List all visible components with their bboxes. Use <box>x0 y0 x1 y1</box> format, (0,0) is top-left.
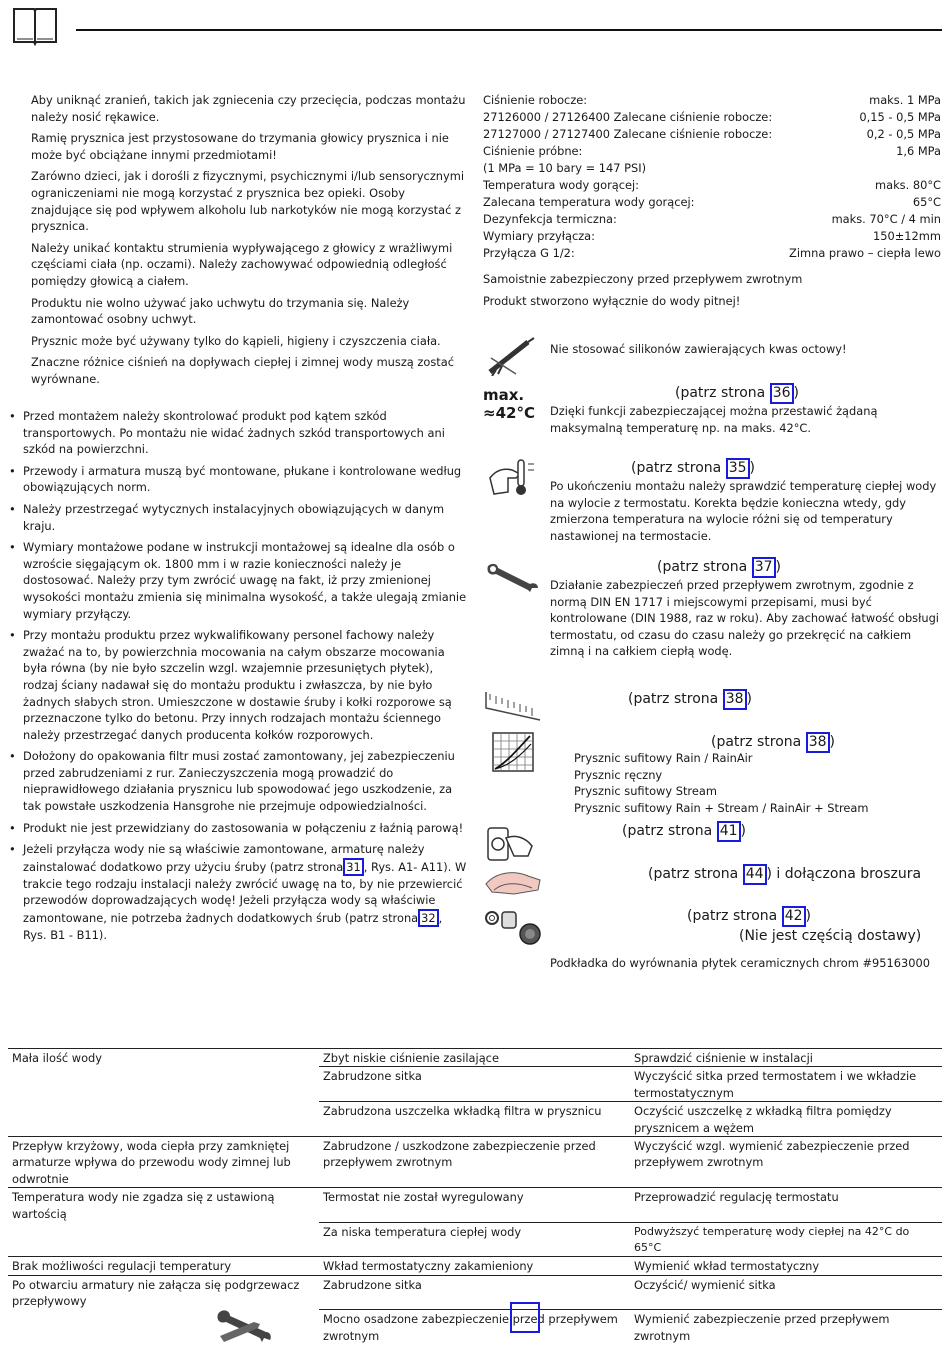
spec-row <box>483 228 941 245</box>
spec-value: maks. 1 MPa <box>869 93 941 107</box>
header-rule <box>76 29 942 31</box>
spec-label: Przyłącza G 1/2: <box>483 246 575 260</box>
spec-label: (1 MPa = 10 bary = 147 PSI) <box>483 161 647 175</box>
fault-cell: Brak możliwości regulacji temperatury <box>12 1259 232 1274</box>
remedy-cell: Wyczyścić sitka przed termostatem i we wkładzie termostatycznym <box>630 1067 942 1102</box>
spec-row <box>483 194 941 211</box>
spec-value: Zimna prawo – ciepła lewo <box>789 246 941 260</box>
troubleshooting-table <box>8 1048 942 1344</box>
calibration-text: Po ukończeniu montażu należy sprawdzić temperaturę ciepłej wody na wylocie z termostatu. Korekta będzie konieczna wtedy, gdy zmierzona temperatura na wylocie różni się od temperatury nastawionej na termostacie. <box>550 479 937 543</box>
spec-label: 27127000 / 27127400 Zalecane ciśnienie robocze: <box>483 127 773 141</box>
page-ref-line: (patrz strona 37 ) <box>657 557 781 578</box>
safety-paragraph: Prysznic może być używany tylko do kąpieli, higieny i czyszczenia ciała. <box>31 333 441 348</box>
spec-value: 0,15 - 0,5 MPa <box>859 110 941 124</box>
spec-label: Ciśnienie robocze: <box>483 93 588 107</box>
not-included-note: (Nie jest częścią dostawy) <box>739 928 922 944</box>
remedy-cell: Oczyścić/ wymienić sitka <box>634 1277 776 1292</box>
wrench-icon <box>484 560 540 592</box>
spec-label: Dezynfekcja termiczna: <box>483 212 617 226</box>
fault-cell: Temperatura wody nie zgadza się z ustawioną wartością <box>12 1190 275 1221</box>
spec-value: maks. 70°C / 4 min <box>831 212 941 226</box>
spec-row <box>483 160 941 177</box>
tools-icon <box>214 1306 274 1346</box>
cause-cell: Zbyt niskie ciśnienie zasilające <box>323 1051 499 1065</box>
remedy-cell: Oczyścić uszczelkę z wkładką filtra pomiędzy prysznicem a wężem <box>630 1102 942 1137</box>
page-ref-line: (patrz strona 35 ) <box>631 458 755 479</box>
safety-paragraph: Ramię prysznica jest przystosowane do trzymania głowicy prysznica i nie może być obciążane innymi przedmiotami! <box>31 131 449 162</box>
page-ref-link[interactable]: 37 <box>752 557 776 578</box>
page-ref-link[interactable]: 44 <box>743 864 767 885</box>
note-item: • Przewody i armatura muszą być montowane, płukane i kontrolowane według obowiązujących norm. <box>8 463 468 496</box>
cleaning-hand-icon <box>484 864 542 900</box>
flow-item: Prysznic sufitowy Stream <box>574 784 717 799</box>
safety-paragraph: Należy unikać kontaktu strumienia wypływającego z głowicy z wrażliwymi częściami ciała (np. oczami). Należy zachowywać odpowiednią odległość pomiędzy głowicą a ciałem. <box>31 240 453 288</box>
safety-paragraph: Produktu nie wolno używać jako uchwytu do trzymania się. Należy zamontować osobny uchwyt. <box>31 295 410 327</box>
page-ref-line: (patrz strona 38 ) <box>711 732 835 753</box>
fault-cell <box>8 1102 319 1137</box>
book-icon <box>11 6 59 46</box>
brochure-note: i dołączona broszura <box>771 866 922 882</box>
note-text: Jeżeli przyłącza wody nie są właściwie zamontowane, armaturę należy zainstalować dodatkowo przy użyciu śruby (patrz strona <box>23 842 425 874</box>
spec-note: Samoistnie zabezpieczony przed przepływem zwrotnym <box>483 272 803 286</box>
spec-value: 65°C <box>912 195 941 209</box>
safety-paragraph: Zarówno dzieci, jak i dorośli z fizycznymi, psychicznymi i/lub sensorycznymi ograniczeniami nie mogą korzystać z prysznica bez opieki. Osoby znajdujące się pod wpływem alkoholu lub narkotyków nie mogą korzystać z prysznica. <box>31 169 465 234</box>
ruler-icon <box>484 690 542 722</box>
cause-cell: Zabrudzone sitka <box>319 1067 630 1102</box>
spec-row <box>483 126 941 143</box>
page-ref-link[interactable]: 35 <box>726 458 750 479</box>
remedy-cell: Wyczyścić wzgl. wymienić zabezpieczenie przed przepływem zwrotnym <box>634 1139 910 1170</box>
note-text: , Rys. B1 - B11). <box>23 911 443 943</box>
page-ref-line: (patrz strona 36 ) <box>675 383 799 404</box>
note-item: • Przy montażu produktu przez wykwalifikowany personel fachowy należy zważać na to, by powierzchnia mocowania na całym obszarze mocowania była równa (by nie było szczelin wzgl. wzajemnie przesuniętych płytek), rodzaj ściany nadawał się do montażu produktu i zwłaszcza, by nie było żadnych słabych stron. Umieszczone w dostawie śruby i kołki rozporowe są przeznaczone tylko do betonu. Przy innych rodzajach montażu ściennego należy przestrzegać danych producenta kołków rozporowych. <box>8 627 468 743</box>
page-ref-line: (patrz strona 38 ) <box>628 689 752 710</box>
spec-label: Ciśnienie próbne: <box>483 144 583 158</box>
silicone-gun-icon <box>486 336 536 376</box>
flow-diagram-icon <box>492 732 534 772</box>
flow-list <box>574 750 934 816</box>
hand-operating-icon <box>486 824 536 864</box>
note-item: • Wymiary montażowe podane w instrukcji montażowej są idealne dla osób o wzroście sięgającym ok. 1800 mm i w razie konieczności należy je dostosować. Należy przy tym zwrócić uwagę na fakt, iż przy zmienionej wysokości montażu zmienia się minimalna wysokość, a także ulegają zmianie wymiary przyłączy. <box>8 539 468 622</box>
table-row <box>8 1275 942 1309</box>
fault-cell: Przepływ krzyżowy, woda ciepła przy zamkniętej armaturze wpływa do przewodu wody zimnej lub odwrotnie <box>12 1139 291 1186</box>
page-ref-link[interactable]: 41 <box>717 821 741 842</box>
page-ref-link[interactable]: 42 <box>782 906 806 927</box>
spec-label: Wymiary przyłącza: <box>483 229 595 243</box>
fault-cell: Po otwarciu armatury nie załącza się podgrzewacz przepływowy <box>12 1277 300 1309</box>
max-label: max. <box>483 386 525 404</box>
technical-data <box>483 92 941 309</box>
safety-paragraph: Aby uniknąć zranień, takich jak zgniecenia czy przecięcia, podczas montażu należy nosić rękawice. <box>31 93 466 124</box>
page-number-box[interactable] <box>510 1302 540 1333</box>
table-row <box>8 1067 942 1102</box>
cause-cell: Termostat nie został wyregulowany <box>323 1190 524 1205</box>
spec-row <box>483 143 941 160</box>
remedy-cell: Sprawdzić ciśnienie w instalacji <box>634 1051 813 1065</box>
cause-cell: Zabrudzone / uszkodzone zabezpieczenie przed przepływem zwrotnym <box>323 1139 596 1170</box>
note-text: , Rys. A1- A11). W trakcie tego rodzaju instalacji należy zwrócić uwagę na to, by nie przewiercić przewodów doprowadzających wodę! Jeżeli przyłącza wody są właściwie zamontowane, nie potrzeba żadnych dodatkowych śrub (patrz strona <box>23 859 467 926</box>
spec-row <box>483 245 941 262</box>
table-row <box>8 1188 942 1222</box>
fault-cell: Mała ilość wody <box>12 1051 103 1065</box>
accessory-parts-icon <box>484 906 542 946</box>
spec-note: Produkt stworzono wyłącznie do wody pitnej! <box>483 293 741 308</box>
spec-label: Temperatura wody gorącej: <box>483 178 640 192</box>
thermometer-hand-icon <box>486 458 538 498</box>
limit-text: Dzięki funkcji zabezpieczającej można przestawić żądaną maksymalną temperaturę np. na maks. 42°C. <box>550 404 878 435</box>
flow-item: Prysznic sufitowy Rain / RainAir <box>574 751 753 765</box>
spec-value: maks. 80°C <box>875 178 941 192</box>
remedy-cell: Wymienić zabezpieczenie przed przepływem zwrotnym <box>630 1310 942 1344</box>
spec-row <box>483 211 941 228</box>
note-item: • Dołożony do opakowania filtr musi zostać zamontowany, jej zabezpieczeniu przed zabrudzeniami z rur. Zanieczyszczenia mogą prowadzić do nieprawidłowego działania prysznicu lub spowodować jego uszkodzenie, za tak powstałe uszkodzenia Hansgrohe nie przejmuje odpowiedzialności. <box>8 748 468 814</box>
tile-note: Podkładka do wyrównania płytek ceramicznych chrom #95163000 <box>550 956 931 970</box>
page-ref-link[interactable]: 32 <box>418 909 439 927</box>
spec-value: 1,6 MPa <box>896 144 941 158</box>
note-item-screws <box>8 841 468 943</box>
spec-label: Zalecana temperatura wody gorącej: <box>483 195 695 209</box>
fault-cell <box>8 1067 319 1102</box>
spec-row <box>483 92 941 109</box>
silicone-warning: Nie stosować silikonów zawierających kwas octowy! <box>550 342 847 356</box>
table-row <box>8 1222 942 1257</box>
note-item: • Należy przestrzegać wytycznych instalacyjnych obowiązujących w danym kraju. <box>8 501 468 534</box>
spec-value: 0,2 - 0,5 MPa <box>866 127 941 141</box>
cause-cell: Wkład termostatyczny zakamieniony <box>323 1259 534 1274</box>
page-ref-link[interactable]: 38 <box>806 732 830 753</box>
safety-paragraph: Znaczne różnice ciśnień na dopływach ciepłej i zimnej wody muszą zostać wyrównane. <box>31 355 454 386</box>
remedy-cell: Podwyższyć temperaturę wody ciepłej na 42°C do 65°C <box>630 1222 942 1257</box>
page-ref-line: (patrz strona 42 ) <box>687 906 811 927</box>
remedy-cell: Przeprowadzić regulację termostatu <box>634 1190 839 1205</box>
spec-row <box>483 177 941 194</box>
table-row <box>8 1102 942 1137</box>
safety-section <box>31 92 466 393</box>
page-ref-link[interactable]: 31 <box>343 858 364 876</box>
note-item: • Produkt nie jest przewidziany do zastosowania w połączeniu z łaźnią parową! <box>8 820 468 837</box>
spec-value: 150±12mm <box>873 229 941 243</box>
flow-item: Prysznic ręczny <box>574 767 663 782</box>
note-item: • Przed montażem należy skontrolować produkt pod kątem szkód transportowych. Po montażu nie widać żadnych szkód transportowych ani szkód na powierzchni. <box>8 408 468 458</box>
page-ref-link[interactable]: 38 <box>723 689 747 710</box>
spec-row <box>483 109 941 126</box>
table-row <box>8 1310 942 1344</box>
cause-cell: Za niska temperatura ciepłej wody <box>319 1222 630 1257</box>
page-ref-link[interactable]: 36 <box>770 383 794 404</box>
remedy-cell: Wymienić wkład termostatyczny <box>634 1259 820 1274</box>
cause-cell: Zabrudzone sitka <box>323 1277 422 1292</box>
fault-cell <box>8 1222 319 1257</box>
table-row <box>8 1257 942 1275</box>
max-temp-label: ≈42°C <box>483 404 535 422</box>
page-ref-line: (patrz strona 41 ) <box>622 821 746 842</box>
page-ref-line: (patrz strona 44 ) i dołączona broszura <box>648 864 921 885</box>
cause-cell: Mocno osadzone zabezpieczenie przed przepływem zwrotnym <box>319 1310 630 1344</box>
maintenance-text: Działanie zabezpieczeń przed przepływem zwrotnym, zgodnie z normą DIN EN 1717 i miejscowymi przepisami, musi być kontrolowane (DIN 1988, raz w roku). Aby zachować łatwość obsługi termostatu, od czasu do czasu należy go przekręcić na całkiem zimną i na całkiem ciepłą wodę. <box>550 578 939 659</box>
table-row <box>8 1137 942 1188</box>
flow-item: Prysznic sufitowy Rain + Stream / RainAir + Stream <box>574 800 869 815</box>
spec-label: 27126000 / 27126400 Zalecane ciśnienie robocze: <box>483 110 773 124</box>
installation-notes <box>8 408 468 949</box>
cause-cell: Zabrudzona uszczelka wkładką filtra w prysznicu <box>319 1102 630 1137</box>
table-row <box>8 1049 942 1067</box>
